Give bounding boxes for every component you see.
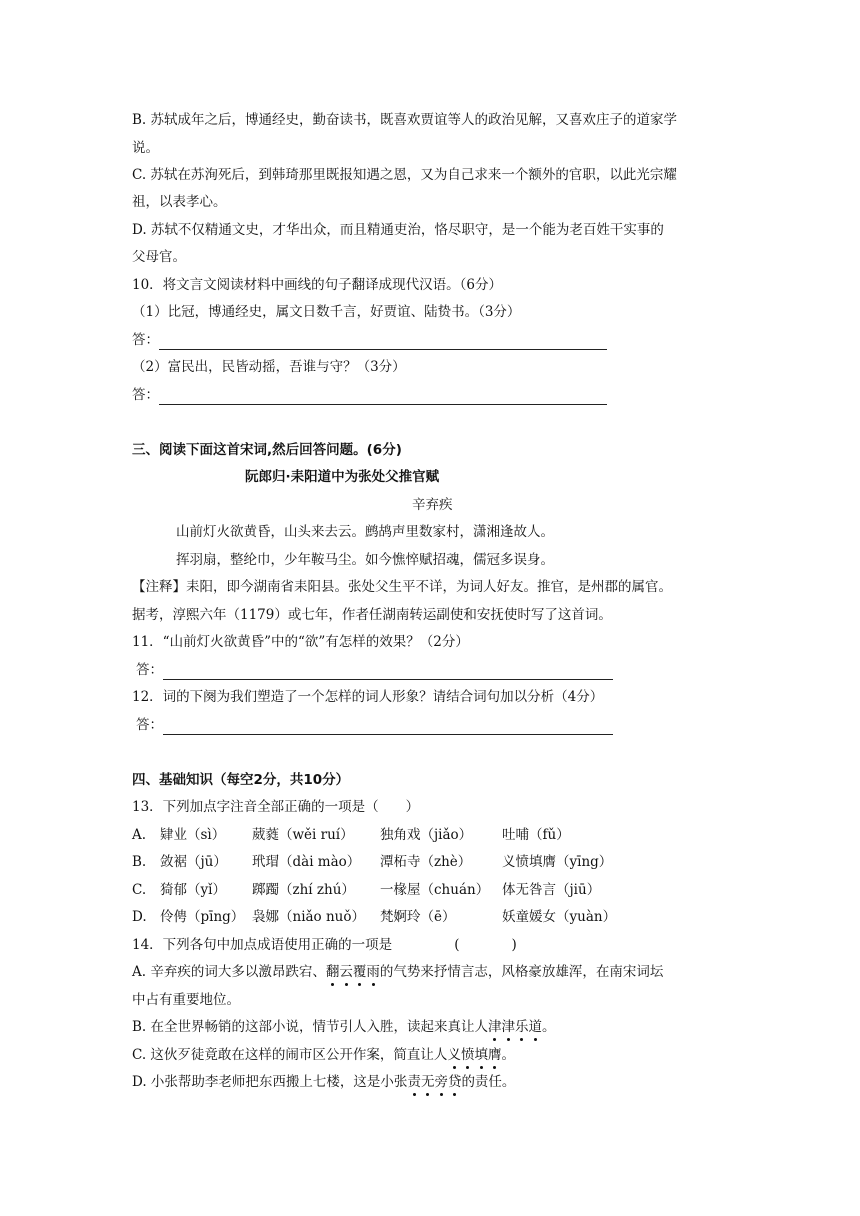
dotted-char: 膺 (487, 1047, 502, 1063)
option-item: 伶俜（pīng） (160, 909, 245, 925)
section3-heading: 三、阅读下面这首宋词,然后回答问题。(6分) (132, 442, 402, 458)
dotted-char: 雨 (366, 964, 380, 980)
option-letter: C. (132, 882, 147, 898)
option-item-text: 葳蕤（wěi ruí） (252, 827, 354, 843)
q10-sub1: （1）比冠，博通经史，属文日数千言，好贾谊、陆贽书。（3分） (132, 304, 521, 320)
option-item: 踯躅（zhí zhú） (252, 882, 355, 898)
answer-blank[interactable] (159, 391, 607, 405)
option-text: B. 在全世界畅销的这部小说，情节引人入胜，读起来真让人 (132, 1019, 489, 1035)
answer-blank[interactable] (163, 721, 613, 735)
dotted-char: 责 (407, 1074, 421, 1090)
answer-label: 答： (132, 387, 159, 403)
section4-heading: 四、基础知识（每空2分，共10分） (132, 772, 350, 788)
option-text: C. 这伙歹徒竟敢在这样的闹市区公开作案，简直让人 (132, 1047, 448, 1063)
option-item: 潭柘寺（zhè） (380, 854, 472, 870)
poem-note-line1: 【注释】耒阳，即今湖南省耒阳县。张处父生平不详，为词人好友。推官，是州郡的属官。 (132, 579, 672, 595)
dotted-char: 填 (474, 1047, 488, 1063)
answer-label: 答： (136, 717, 163, 733)
q12-answer[interactable] (136, 715, 613, 735)
option-letter: D. (132, 909, 147, 925)
q14-stem: 14．下列各句中加点成语使用正确的一项是 (132, 937, 393, 953)
q11-stem: 11．“山前灯火欲黄昏”中的“欲”有怎样的效果？（2分） (132, 634, 469, 650)
q9-option-c-line2: 祖，以表孝心。 (132, 194, 227, 210)
option-letter: B. (132, 854, 147, 870)
q12-stem: 12．词的下阕为我们塑造了一个怎样的词人形象？请结合词句加以分析（4分） (132, 689, 604, 705)
dotted-idiom (488, 1019, 542, 1035)
dotted-char: 云 (339, 964, 353, 980)
q14-option-a-line1[interactable] (132, 962, 663, 982)
option-text: 的责任。 (461, 1074, 516, 1090)
option-text: 。 (501, 1047, 515, 1063)
dotted-char: 津 (488, 1019, 502, 1035)
dotted-char: 道 (528, 1019, 543, 1035)
dotted-char: 愤 (460, 1047, 475, 1063)
q13-option-a[interactable] (132, 825, 632, 845)
option-item: 袅娜（niǎo nuǒ） (252, 909, 365, 925)
option-item: 体无咎言（jiū） (502, 882, 601, 898)
q9-option-d-line1: D. 苏轼不仅精通文史，才华出众，而且精通吏治，恪尽职守，是一个能为老百姓干实事的 (132, 222, 664, 238)
option-letter: A. (132, 827, 147, 843)
answer-label: 答： (136, 662, 163, 678)
dotted-idiom (326, 964, 380, 980)
q13-option-d[interactable] (132, 907, 632, 927)
poem-note-line2: 据考，淳熙六年（1179）或七年，作者任湖南转运副使和安抚使时写了这首词。 (132, 607, 612, 623)
q14-option-c[interactable] (132, 1045, 515, 1065)
dotted-char: 无 (420, 1074, 435, 1090)
q14-stem-line (132, 935, 517, 955)
dotted-char: 覆 (352, 964, 367, 980)
option-item: 敛裾（jū） (160, 854, 227, 870)
dotted-char: 贷 (447, 1074, 462, 1090)
q13-stem: 13．下列加点字注音全部正确的一项是（ ） (132, 799, 420, 815)
paren-open: ( (454, 937, 460, 953)
q14-option-d[interactable] (132, 1072, 515, 1092)
q9-option-d-line2: 父母官。 (132, 249, 186, 265)
poem-title: 阮郎归·耒阳道中为张处父推官赋 (245, 469, 440, 485)
q13-option-b[interactable] (132, 852, 632, 872)
q10-answer1[interactable] (132, 330, 607, 350)
q9-option-b-line2: 说。 (132, 140, 159, 156)
q14-option-a-line2: 中占有重要地位。 (132, 992, 240, 1008)
poem-author: 辛弃疾 (412, 497, 453, 513)
paren-close: ) (511, 937, 517, 953)
option-text: D. 小张帮助李老师把东西搬上七楼，这是小张 (132, 1074, 408, 1090)
q10-answer2[interactable] (132, 385, 607, 405)
option-item: 玳瑁（dài mào） (252, 854, 361, 870)
option-item: 猗郁（yǐ） (160, 882, 226, 898)
q9-option-b-line1: B. 苏轼成年之后，博通经史，勤奋读书，既喜欢贾谊等人的政治见解，又喜欢庄子的道家学 (132, 112, 678, 128)
option-item-text: 肄业（sì） (160, 827, 226, 843)
poem-line1: 山前灯火欲黄昏，山头来去云。鹧鸪声里数家村，潇湘逢故人。 (176, 524, 554, 540)
dotted-char: 义 (447, 1047, 461, 1063)
option-item: 梵婀玲（ē） (380, 909, 456, 925)
q10-stem: 10．将文言文阅读材料中画线的句子翻译成现代汉语。（6分） (132, 277, 503, 293)
dotted-idiom (407, 1074, 461, 1090)
dotted-char: 翻 (325, 964, 340, 980)
option-text: 。 (542, 1019, 556, 1035)
dotted-idiom (447, 1047, 501, 1063)
q11-answer[interactable] (136, 660, 613, 680)
option-text: 的气势来抒情言志，风格豪放雄浑，在南宋词坛 (379, 964, 664, 980)
poem-line2: 挥羽扇，整纶巾，少年鞍马尘。如今憔悴赋招魂，儒冠多误身。 (176, 552, 554, 568)
answer-blank[interactable] (163, 666, 613, 680)
dotted-char: 津 (501, 1019, 516, 1035)
dotted-char: 乐 (515, 1019, 529, 1035)
q14-option-b[interactable] (132, 1017, 556, 1037)
answer-label: 答： (132, 332, 159, 348)
dotted-char: 旁 (434, 1074, 448, 1090)
option-item: 妖童媛女（yuàn） (502, 909, 617, 925)
option-item: 义愤填膺（yīng） (502, 854, 613, 870)
option-item: 一椽屋（chuán） (380, 882, 490, 898)
answer-blank[interactable] (159, 336, 607, 350)
option-item-text: 独角戏（jiǎo） (380, 827, 473, 843)
option-item-text: 吐哺（fǔ） (502, 827, 570, 843)
q9-option-c-line1: C. 苏轼在苏洵死后，到韩琦那里既报知遇之恩，又为自己求来一个额外的官职，以此光宗耀 (132, 167, 677, 183)
q13-option-c[interactable] (132, 880, 632, 900)
option-text: A. 辛弃疾的词大多以激昂跌宕、 (132, 964, 326, 980)
q10-sub2: （2）富民出，民皆动摇，吾谁与守？（3分） (132, 359, 406, 375)
